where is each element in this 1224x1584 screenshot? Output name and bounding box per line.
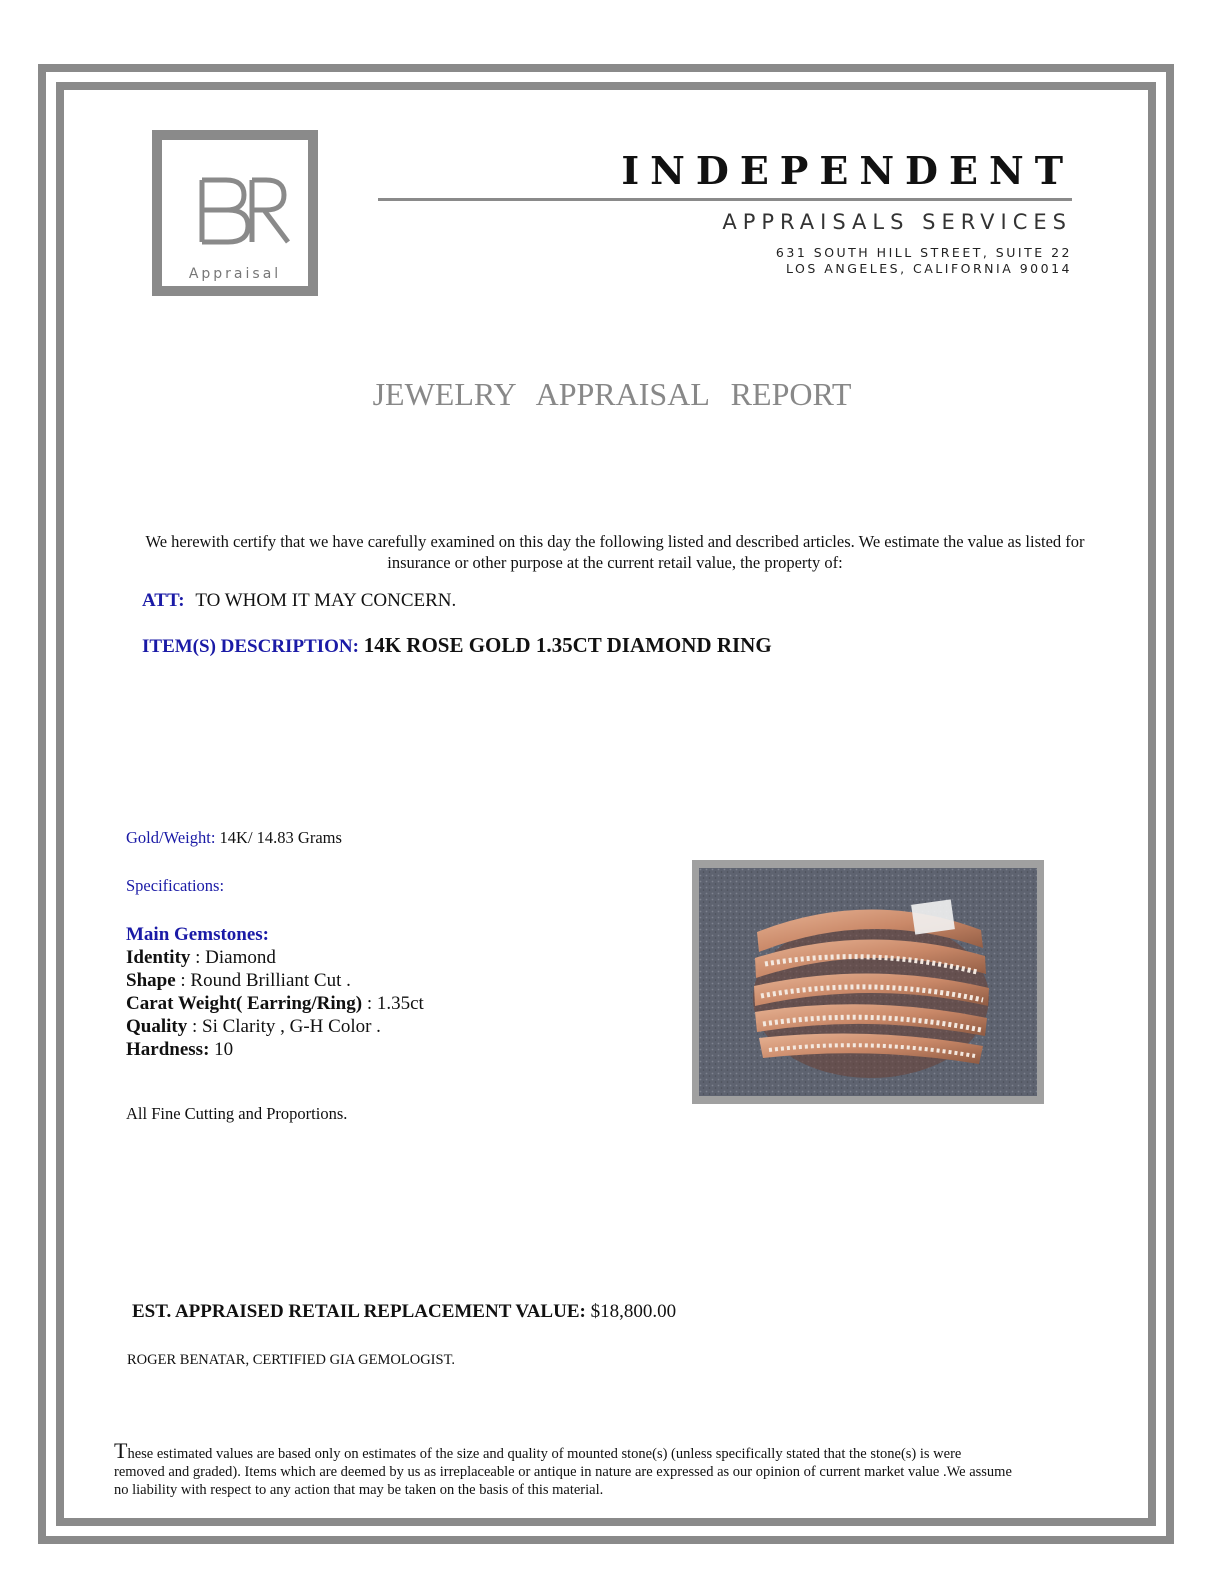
address-line-1: 631 SOUTH HILL STREET, SUITE 22	[775, 245, 1072, 260]
estimated-value-label: EST. APPRAISED RETAIL REPLACEMENT VALUE:	[132, 1301, 586, 1322]
gold-weight-label: Gold/Weight:	[126, 828, 216, 847]
carat-label: Carat Weight( Earring/Ring)	[126, 993, 363, 1014]
shape-value: : Round Brilliant Cut .	[180, 970, 351, 991]
ring-image	[699, 868, 1037, 1096]
hardness-label: Hardness:	[126, 1039, 210, 1060]
quality-label: Quality	[126, 1016, 188, 1037]
disclaimer-initial: T	[114, 1438, 128, 1463]
company-name: INDEPENDENT	[621, 148, 1074, 193]
carat-value: : 1.35ct	[366, 993, 424, 1014]
company-subtitle: APPRAISALS SERVICES	[722, 210, 1072, 234]
gemstones-heading: Main Gemstones:	[126, 924, 270, 945]
att-label: ATT:	[142, 590, 185, 611]
ring-photo	[692, 860, 1044, 1104]
specifications-label: Specifications:	[126, 876, 225, 895]
main-gemstones	[126, 923, 424, 1061]
identity-row	[126, 946, 424, 969]
hardness-value: 10	[214, 1039, 234, 1060]
estimated-value-amount: $18,800.00	[590, 1301, 677, 1322]
shape-label: Shape	[126, 970, 176, 991]
gemologist-signature-line: ROGER BENATAR, CERTIFIED GIA GEMOLOGIST.	[127, 1352, 455, 1368]
identity-value: : Diamond	[195, 947, 276, 968]
item-value: 14K ROSE GOLD 1.35CT DIAMOND RING	[363, 633, 772, 657]
identity-label: Identity	[126, 947, 191, 968]
company-address	[776, 245, 1072, 277]
carat-row	[126, 992, 424, 1015]
att-line	[142, 590, 456, 612]
disclaimer	[114, 1438, 1014, 1499]
header-rule	[378, 198, 1072, 201]
br-monogram-logo	[196, 176, 292, 246]
logo	[152, 130, 318, 296]
estimated-value	[132, 1301, 676, 1323]
logo-caption: Appraisal	[188, 266, 282, 282]
quality-row	[126, 1015, 424, 1038]
item-description	[142, 633, 772, 658]
fine-cutting-note: All Fine Cutting and Proportions.	[126, 1104, 348, 1123]
item-label: ITEM(S) DESCRIPTION:	[142, 636, 359, 657]
address-line-2: LOS ANGELES, CALIFORNIA 90014	[786, 261, 1072, 276]
gold-weight-value: 14K/ 14.83 Grams	[219, 828, 342, 847]
report-title: JEWELRY APPRAISAL REPORT	[372, 376, 852, 412]
gold-weight	[126, 828, 342, 848]
quality-value: : Si Clarity , G-H Color .	[191, 1016, 381, 1037]
shape-row	[126, 969, 424, 992]
certification-text: We herewith certify that we have carefully examined on this day the following listed and described articles. We estimate the value as listed for insurance or other purpose at the current retail value, the property of:	[145, 532, 1085, 572]
att-value: TO WHOM IT MAY CONCERN.	[195, 590, 457, 611]
disclaimer-text: hese estimated values are based only on estimates of the size and quality of mounted stone(s) (unless specifically stated that the stone(s) is were removed and graded). Items which are deemed by us as irreplaceable or antique in nature are expressed as our opinion of current market value .We assume no liability with respect to any action that may be taken on the basis of this material.	[114, 1446, 1012, 1498]
hardness-row	[126, 1038, 424, 1061]
